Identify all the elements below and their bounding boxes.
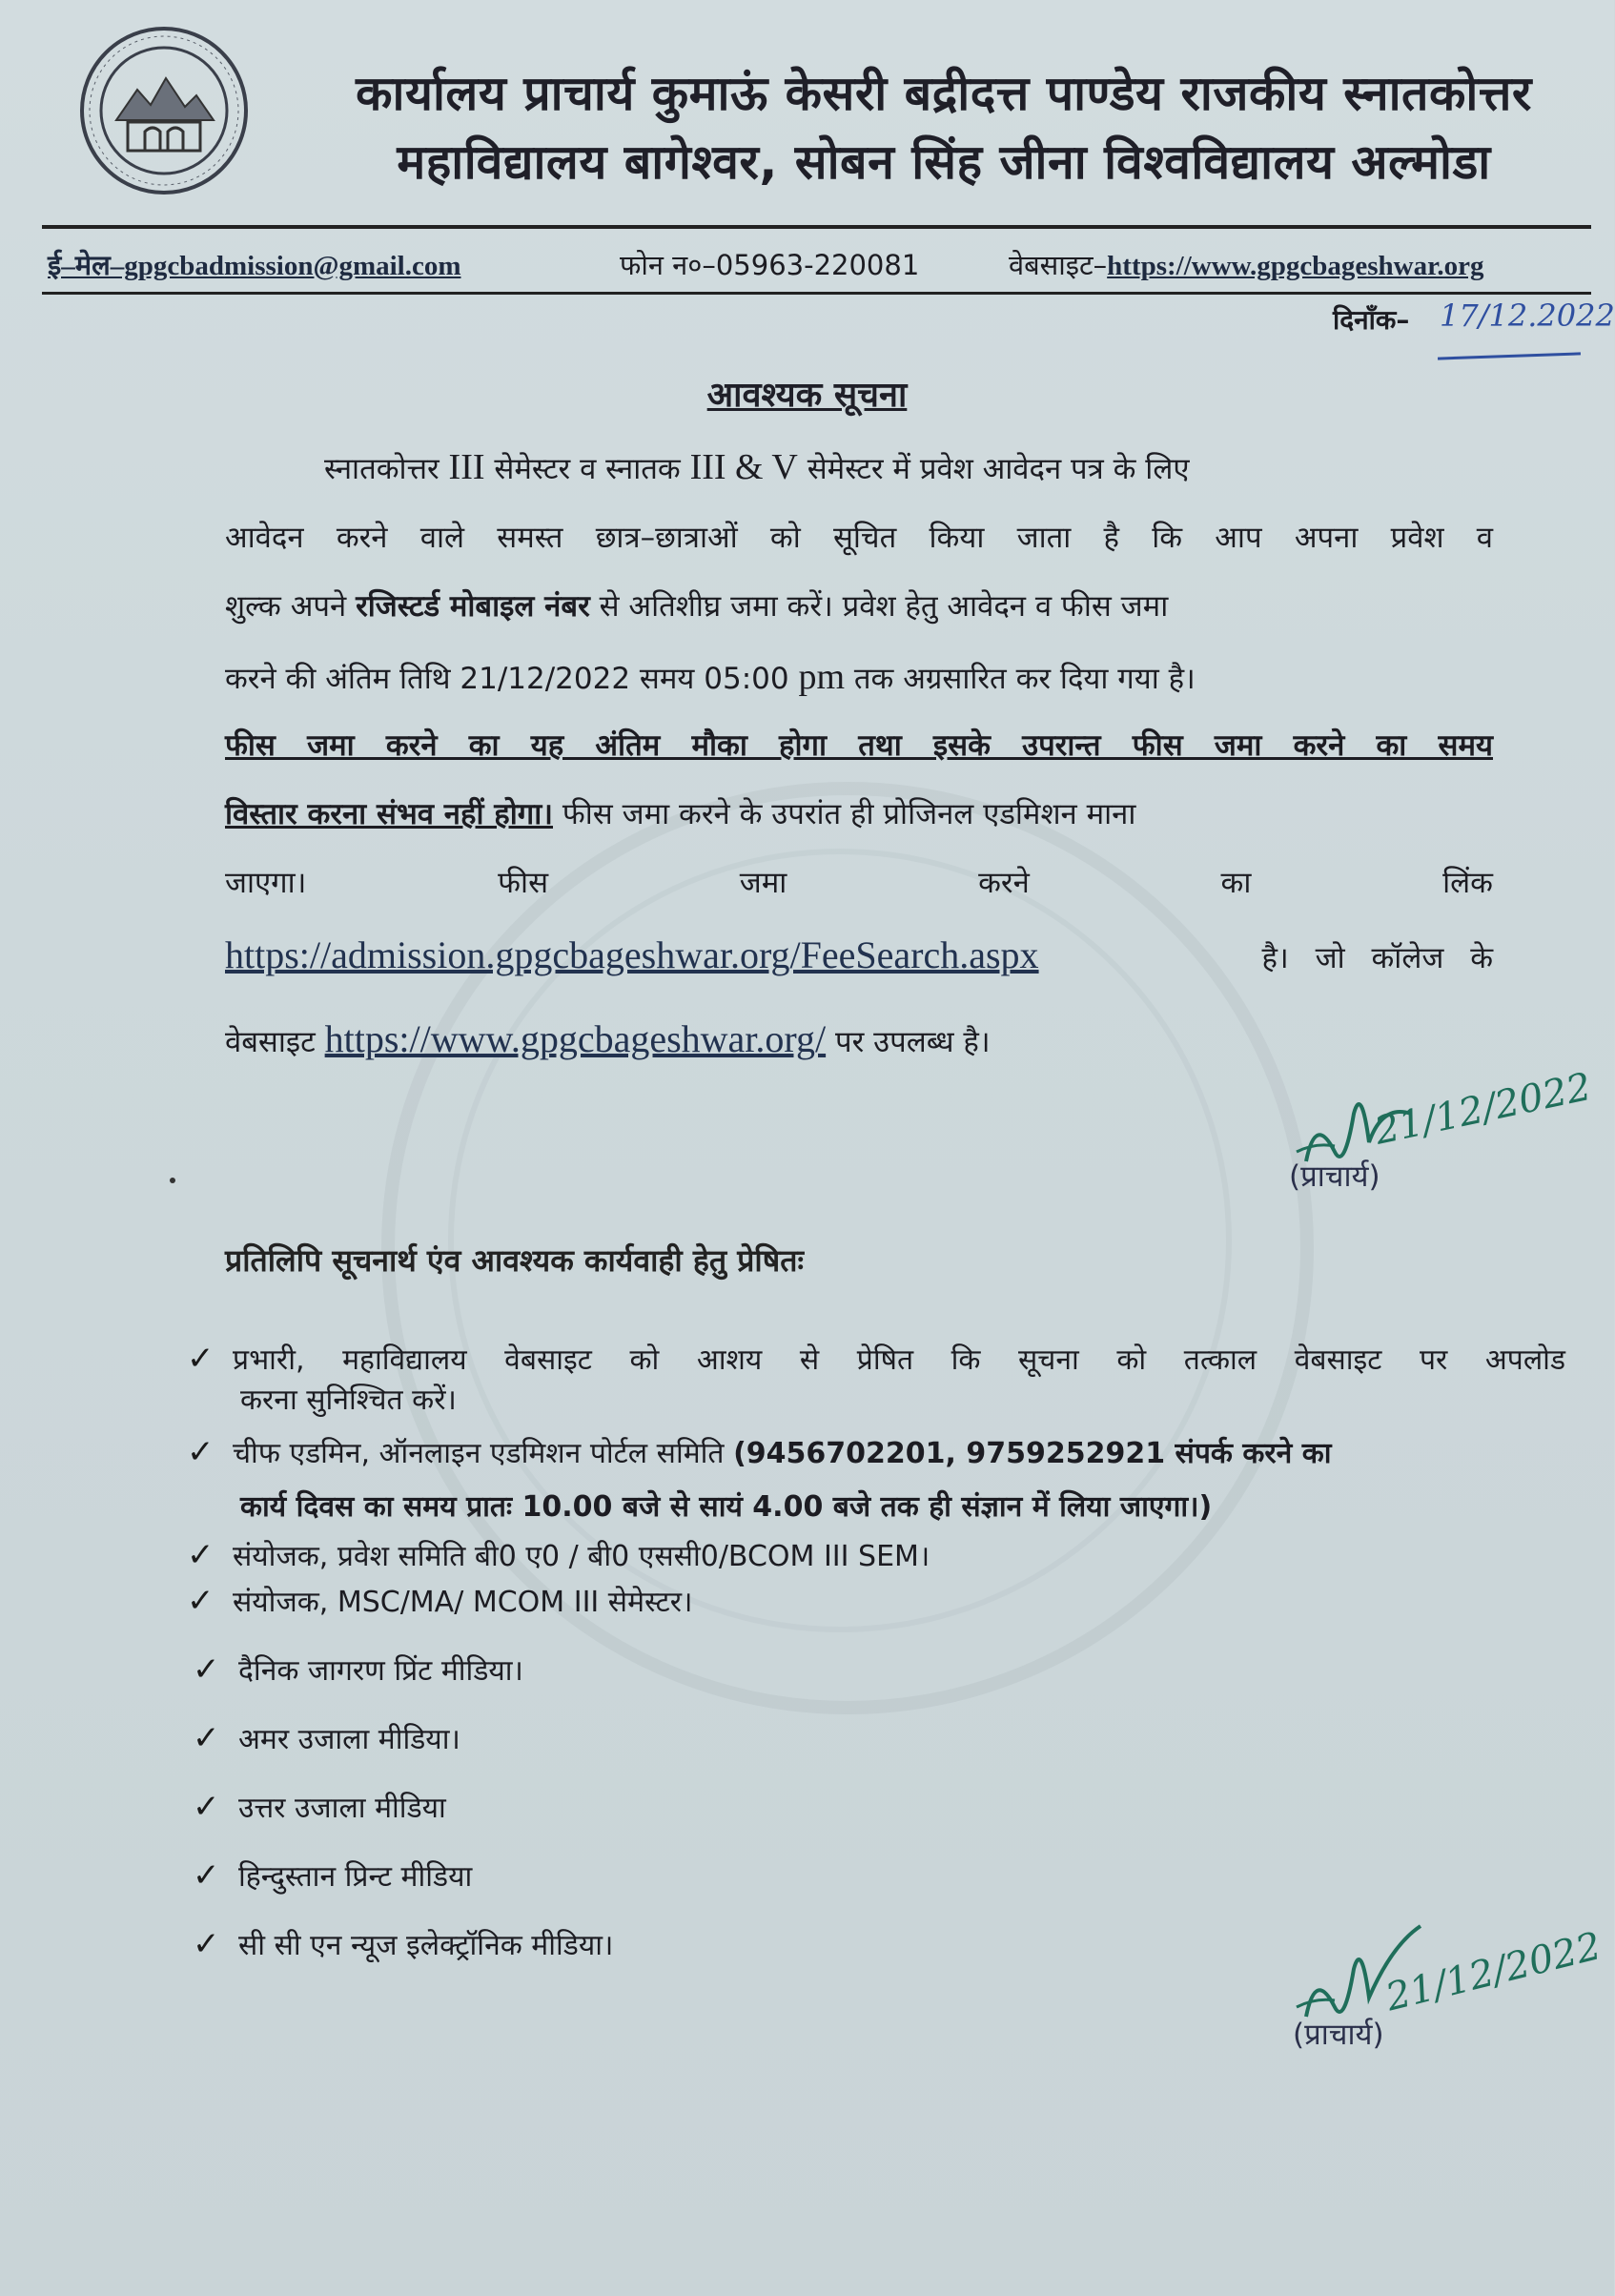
signatory-title: (प्राचार्य) <box>1293 2018 1384 2052</box>
college-name-line1: कार्यालय प्राचार्य कुमाऊं केसरी बद्रीदत्त पाण्डेय राजकीय स्नातकोत्तर <box>356 66 1532 121</box>
copy-item-text: प्रभारी, महाविद्यालय वेबसाइट को आशय से प्रेषित कि सूचना को तत्काल वेबसाइट पर अपलोड <box>233 1343 1565 1377</box>
semester-roman: III & V <box>689 447 798 487</box>
notice-text: सेमेस्टर व स्नातक <box>484 452 690 486</box>
copy-item-media <box>193 1924 613 1963</box>
copy-item-text: चीफ एडमिन, ऑनलाइन एडमिशन पोर्टल समिति <box>233 1437 734 1470</box>
copy-item-media <box>193 1787 446 1826</box>
college-website-link[interactable]: https://www.gpgcbageshwar.org/ <box>324 1017 827 1060</box>
notice-line-1 <box>324 446 1493 488</box>
svg-text:21/12/2022: 21/12/2022 <box>1370 1064 1596 1154</box>
check-icon: ✓ <box>193 1788 220 1826</box>
college-seal-logo <box>78 25 250 196</box>
final-chance-warning: फीस जमा करने का यह अंतिम मौका होगा तथा इसके उपरान्त फीस जमा करने का समय <box>225 728 1493 763</box>
notice-text: तक अग्रसारित कर दिया गया है। <box>845 662 1196 696</box>
semester-roman: III <box>448 447 485 487</box>
notice-word: का <box>1220 866 1252 900</box>
copy-item-text: उत्तर उजाला मीडिया <box>238 1792 446 1825</box>
notice-line-7 <box>225 862 1493 902</box>
copy-item-pg-coordinator <box>187 1581 692 1620</box>
handwritten-date: 17/12.2022 <box>1440 297 1615 334</box>
copy-item-text: अमर उजाला मीडिया। <box>238 1723 460 1756</box>
copy-item-media <box>193 1855 472 1895</box>
copy-item-text: संयोजक, MSC/MA/ MCOM III सेमेस्टर। <box>233 1586 693 1619</box>
check-icon: ✓ <box>187 1340 215 1378</box>
ink-speck <box>170 1178 175 1183</box>
notice-text: है। जो कॉलेज के <box>1261 941 1493 975</box>
notice-text: सेमेस्टर में प्रवेश आवेदन पत्र के लिए <box>797 452 1190 486</box>
copy-item-text: संयोजक, प्रवेश समिति बी0 ए0 / बी0 एससी0/BCOM III SEM। <box>233 1540 930 1573</box>
date-label: दिनाँक– <box>1333 304 1410 336</box>
notice-word: जमा <box>739 866 787 900</box>
date-underline <box>1438 352 1581 359</box>
college-name-line2: महाविद्यालय बागेश्वर, सोबन सिंह जीना विश्वविद्यालय अल्मोडा <box>397 134 1491 190</box>
notice-line-6 <box>225 793 1493 833</box>
notice-text: पर उपलब्ध है। <box>826 1025 991 1059</box>
copy-item-text: दैनिक जागरण प्रिंट मीडिया। <box>238 1654 523 1688</box>
copy-item-media <box>193 1650 523 1689</box>
notice-text: शुल्क अपने <box>225 589 357 624</box>
notice-line-4 <box>225 656 1493 698</box>
website-label: वेबसाइट– <box>1009 249 1108 281</box>
check-icon: ✓ <box>187 1433 215 1471</box>
website-link[interactable]: https://www.gpgcbageshwar.org <box>1107 251 1484 281</box>
notice-word: फीस <box>498 866 549 900</box>
check-icon: ✓ <box>187 1536 215 1574</box>
registered-mobile-emphasis: रजिस्टर्ड मोबाइल नंबर <box>356 589 590 624</box>
copy-item-text: सी सी एन न्यूज इलेक्ट्रॉनिक मीडिया। <box>238 1929 614 1962</box>
copy-item-website-incharge <box>187 1339 1565 1378</box>
fee-payment-link[interactable]: https://admission.gpgcbageshwar.org/FeeSearch.aspx <box>225 933 1039 976</box>
contact-numbers: (9456702201, 9759252921 संपर्क करने का <box>733 1437 1332 1470</box>
phone-number: फोन न०–05963-220081 <box>620 249 920 281</box>
notice-line-3 <box>225 585 1493 625</box>
svg-text:21/12/2022: 21/12/2022 <box>1381 1924 1605 2020</box>
contact-hours-note: कार्य दिवस का समय प्रातः 10.00 बजे से सायं 4.00 बजे तक ही संज्ञान में लिया जाएगा।) <box>240 1490 1213 1524</box>
check-icon: ✓ <box>193 1925 220 1963</box>
notice-line-2: आवेदन करने वाले समस्त छात्र–छात्राओं को सूचित किया जाता है कि आप अपना प्रवेश व <box>225 521 1493 555</box>
copy-to-heading: प्रतिलिपि सूचनार्थ एंव आवश्यक कार्यवाही हेतु प्रेषितः <box>225 1242 804 1279</box>
notice-word: जाएगा। <box>225 866 307 900</box>
notice-text: वेबसाइट <box>225 1025 325 1059</box>
header-divider-top <box>42 225 1591 229</box>
header-divider-bottom <box>42 292 1591 295</box>
notice-text: फीस जमा करने के उपरांत ही प्रोजिनल एडमिशन माना <box>553 797 1136 831</box>
website-contact <box>1009 246 1483 283</box>
signatory-title: (प्राचार्य) <box>1289 1159 1380 1194</box>
copy-item-admission-committee <box>187 1535 930 1574</box>
copy-item-continuation: करना सुनिश्चित करें। <box>240 1384 457 1417</box>
notice-line-8 <box>225 933 1493 977</box>
copy-item-text: हिन्दुस्तान प्रिन्ट मीडिया <box>238 1860 473 1894</box>
notice-heading: आवश्यक सूचना <box>706 376 908 415</box>
copy-item-media <box>193 1718 460 1757</box>
notice-text: स्नातकोत्तर <box>324 452 449 486</box>
check-icon: ✓ <box>187 1582 215 1620</box>
email-link[interactable]: ई–मेल–gpgcbadmission@gmail.com <box>48 251 461 281</box>
notice-word: लिंक <box>1442 866 1493 900</box>
notice-word: करने <box>978 866 1030 900</box>
copy-item-chief-admin <box>187 1432 1332 1471</box>
last-date-text: करने की अंतिम तिथि 21/12/2022 समय 05:00 <box>225 662 799 696</box>
check-icon: ✓ <box>193 1856 220 1895</box>
check-icon: ✓ <box>193 1719 220 1757</box>
notice-text: से अतिशीघ्र जमा करें। प्रवेश हेतु आवेदन व फीस जमा <box>589 589 1169 624</box>
extension-not-possible: विस्तार करना संभव नहीं होगा। <box>225 797 553 831</box>
check-icon: ✓ <box>193 1650 220 1689</box>
time-suffix: pm <box>798 657 846 697</box>
